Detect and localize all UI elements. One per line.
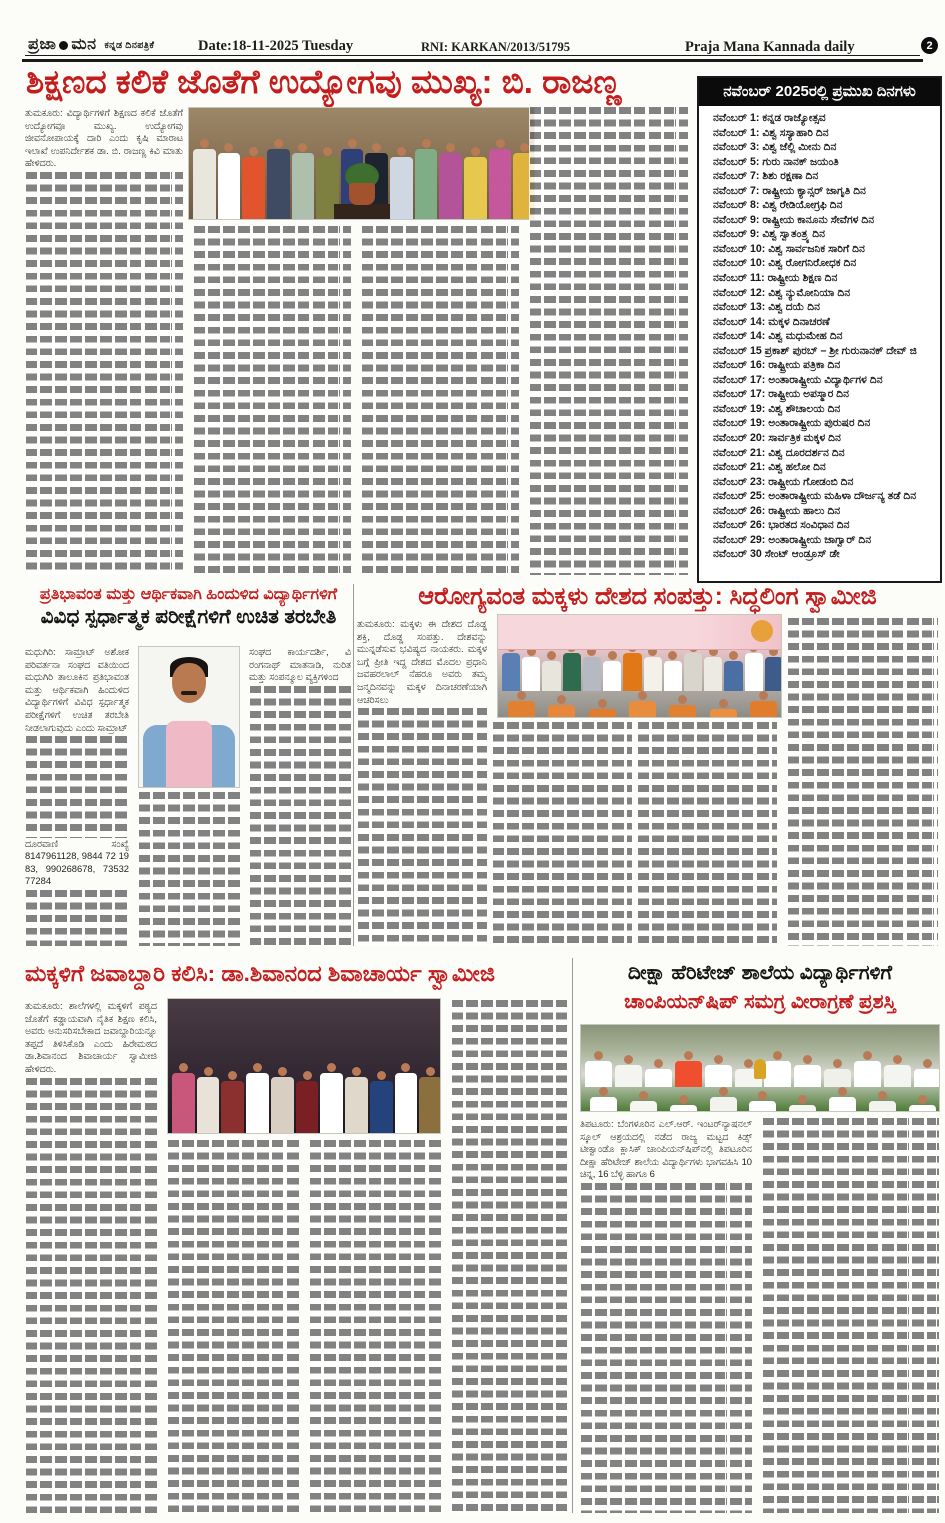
person-figure xyxy=(630,1091,657,1111)
body-text xyxy=(357,708,487,946)
body-text xyxy=(249,686,351,946)
person-figure xyxy=(390,147,413,219)
event-item: ನವೆಂಬರ್ 13: ವಿಶ್ವ ದಯೆ ದಿನ xyxy=(713,301,820,314)
event-item: ನವೆಂಬರ್ 9: ವಿಶ್ವ ಸ್ವಾತಂತ್ರ್ಯ ದಿನ xyxy=(713,228,825,241)
photo-stage-group xyxy=(167,998,441,1134)
event-item: ನವೆಂಬರ್ 19: ವಿಶ್ವ ಶೌಚಾಲಯ ದಿನ xyxy=(713,402,841,415)
person-figure xyxy=(705,1055,732,1087)
person-figure xyxy=(292,143,315,219)
person-figure xyxy=(590,1087,617,1111)
person-figure xyxy=(242,147,265,219)
training-kicker: ಪ್ರತಿಭಾವಂತ ಮತ್ತು ಆರ್ಥಿಕವಾಗಿ ಹಿಂದುಳಿದ ವಿದ್ಯಾರ್ಥಿಗಳಿಗೆ xyxy=(39,586,338,603)
photo-people-row xyxy=(581,1087,940,1111)
body-text xyxy=(25,890,129,946)
body-text xyxy=(25,172,183,575)
person-figure xyxy=(563,643,581,691)
event-item: ನವೆಂಬರ್ 5: ಗುರು ನಾನಕ್ ಜಯಂತಿ xyxy=(713,155,839,168)
event-item: ನವೆಂಬರ್ 19: ಅಂತಾರಾಷ್ಟ್ರೀಯ ಪುರುಷರ ದಿನ xyxy=(713,417,871,430)
event-item: ನವೆಂಬರ್ 1: ಕನ್ನಡ ರಾಜ್ಯೋತ್ಸವ xyxy=(713,112,826,124)
event-item: ನವೆಂಬರ್ 8: ವಿಶ್ವ ರೇಡಿಯೋಗ್ರಫಿ ದಿನ xyxy=(713,199,843,212)
person-figure xyxy=(644,647,662,691)
responsibility-headline: ಮಕ್ಕಳಿಗೆ ಜವಾಬ್ದಾರಿ ಕಲಿಸಿ: ಡಾ.ಶಿವಾನಂದ ಶಿವಾಚಾರ್ಯ ಸ್ವಾಮೀಜಿ xyxy=(25,961,495,986)
event-item: ನವೆಂಬರ್ 9: ರಾಷ್ಟ್ರೀಯ ಕಾನೂನು ಸೇವೆಗಳ ದಿನ xyxy=(713,213,875,226)
person-figure xyxy=(764,1051,791,1087)
event-banner-shape xyxy=(498,615,781,650)
rni-number: RNI: KARKAN/2013/51795 xyxy=(421,40,570,54)
event-item: ನವೆಂಬರ್ 10: ವಿಶ್ವ ಸಾರ್ವಜನಿಕ ಸಾರಿಗೆ ದಿನ xyxy=(713,242,865,255)
event-item: ನವೆಂಬರ್ 15 ಪ್ರಕಾಶ್ ಪುರಬ್ – ಶ್ರೀ ಗುರುನಾನಕ್ ದೇವ್ ಜಿ xyxy=(713,344,917,357)
person-figure xyxy=(824,1059,851,1087)
trophy-icon xyxy=(754,1059,766,1079)
photo-portrait-speaker xyxy=(138,646,240,788)
responsibility-col1 xyxy=(25,1000,157,1513)
event-item: ನವೆಂಬರ್ 1: ವಿಶ್ವ ಸಸ್ಯಾಹಾರಿ ದಿನ xyxy=(713,126,829,139)
event-item: ನವೆಂಬರ್ 11: ರಾಷ್ಟ್ರೀಯ ಶಿಕ್ಷಣ ದಿನ xyxy=(713,272,838,285)
masthead-title-part2: ಮನ xyxy=(71,36,97,53)
person-figure xyxy=(623,643,641,691)
event-item: ನವೆಂಬರ್ 14: ವಿಶ್ವ ಮಧುಮೇಹ ದಿನ xyxy=(713,330,843,343)
person-figure xyxy=(669,695,696,717)
person-figure xyxy=(615,1055,642,1087)
photo-championship-team xyxy=(580,1024,940,1112)
person-figure xyxy=(489,139,512,219)
masthead-logo-icon xyxy=(59,41,68,50)
training-col1 xyxy=(25,646,129,946)
event-item: ನವೆಂಬರ್ 21: ವಿಶ್ವ ಹಲೋ ದಿನ xyxy=(713,461,826,474)
person-figure xyxy=(548,695,575,717)
pedestal-shape xyxy=(334,204,390,219)
person-figure xyxy=(197,1067,220,1133)
championship-lede: ತಿಪಟೂರು: ಬೆಂಗಳೂರಿನ ಎಲ್.ಆರ್. ಇಂಟರ್‌ನ್ಯಾಷನಲ್ ಸ್ಕೂಲ್ ಆಶ್ರಯದಲ್ಲಿ ನಡೆದ ರಾಜ್ಯ ಮಟ್ಟದ ಕಿಡ್ಸ್ ಟೀಕ್ವಾಂಡೊ ಕ್ಲಾಸಿಕ್ ಚಾಂಪಿಯನ್‌ಷಿಪ್‌ನಲ್ಲಿ ತಿಪಟೂರಿನ ದೀಕ್ಷಾ ಹೆರಿಟೇಜ್ ಶಾಲೆಯ ವಿದ್ಯಾರ್ಥಿಗಳು ಭಾಗವಹಿಸಿ 10 ಚಿನ್ನ, 16 ಬೆಳ್ಳಿ ಹಾಗೂ 6 xyxy=(580,1118,752,1180)
portrait-moustache-shape xyxy=(181,691,197,695)
body-text xyxy=(787,618,938,946)
health-lede: ತುಮಕೂರು: ಮಕ್ಕಳು ಈ ದೇಶದ ದೊಡ್ಡ ಶಕ್ತಿ, ದೊಡ್ಡ ಸಂಪತ್ತು. ದೇಶವನ್ನು ಮುನ್ನಡೆಸುವ ಭವಿಷ್ಯದ ನಾಯಕರು. ಮಕ್ಕಳ ಬಗ್ಗೆ ಪ್ರೀತಿ ಇದ್ದ ದೇಶದ ಮೊದಲ ಪ್ರಧಾನಿ ಜವಹರಲಾಲ್ ನೆಹರೂ ಅವರು ತಮ್ಮ ಜನ್ಮದಿನವನ್ನು ಮಕ್ಕಳ ದಿನಾಚರಣೆಯಾಗಿ ಆಚರಿಸಲು xyxy=(357,618,487,705)
person-figure xyxy=(854,1051,881,1087)
person-figure xyxy=(603,651,621,691)
person-figure xyxy=(710,699,737,717)
person-figure xyxy=(629,691,656,717)
training-side-text: ಸಂಘದ ಕಾರ್ಯದರ್ಶಿ, ವಿ ರಂಗನಾಥ್ ಮಾತನಾಡಿ, ನುರಿತ ಮತ್ತು ಸಂಪನ್ಮೂಲ ವ್ಯಕ್ತಿಗಳಿಂದ xyxy=(249,646,351,683)
event-item: ನವೆಂಬರ್ 10: ವಿಶ್ವ ರೋಗನಿರೋಧಕ ದಿನ xyxy=(713,257,857,270)
body-text xyxy=(25,1078,157,1513)
november-days-box xyxy=(697,76,942,583)
body-text xyxy=(138,792,240,946)
responsibility-lede: ತುಮಕೂರು: ಶಾಲೆಗಳಲ್ಲಿ ಮಕ್ಕಳಿಗೆ ಪಠ್ಯದ ಜೊತೆಗೆ ಕಡ್ಡಾಯವಾಗಿ ನೈತಿಕ ಶಿಕ್ಷಣ ಕಲಿಸಿ, ಅವರು ಅನುಸರಿಸಬೇಕಾದ ಜವಾಬ್ದಾರಿಯನ್ನೂ ತಪ್ಪದೆ ತಿಳಿಸಿಕೊಡಿ ಎಂದು ಹಿರೇಮಠದ ಡಾ.ಶಿವಾನಂದ ಶಿವಾಚಾರ್ಯ ಸ್ವಾಮೀಜಿ ಹೇಳಿದರು. xyxy=(25,1000,157,1074)
person-figure xyxy=(271,1067,294,1133)
event-item: ನವೆಂಬರ್ 20: ಸಾರ್ವತ್ರಿಕ ಮಕ್ಕಳ ದಿನ xyxy=(713,432,841,445)
event-item: ನವೆಂಬರ್ 16: ರಾಷ್ಟ್ರೀಯ ಪತ್ರಿಕಾ ದಿನ xyxy=(713,359,841,372)
event-item: ನವೆಂಬರ್ 29: ಅಂತಾರಾಷ್ಟ್ರೀಯ ಜಾಗ್ವಾರ್ ದಿನ xyxy=(713,533,872,546)
event-item: ನವೆಂಬರ್ 12: ವಿಶ್ವ ನ್ಯುಮೋನಿಯಾ ದಿನ xyxy=(713,286,851,299)
person-figure xyxy=(320,1063,343,1133)
person-figure xyxy=(794,1055,821,1087)
person-figure xyxy=(645,1059,672,1087)
event-item: ನವೆಂಬರ್ 25: ಅಂತಾರಾಷ್ಟ್ರೀಯ ಮಹಿಳಾ ದೌರ್ಜನ್ಯ ತಡೆ ದಿನ xyxy=(713,490,917,503)
body-text xyxy=(762,1118,940,1513)
person-figure xyxy=(704,647,722,691)
person-figure xyxy=(789,1095,816,1111)
person-figure xyxy=(750,691,777,717)
masthead-title-part1: ಪ್ರಜಾ xyxy=(28,36,57,53)
event-item: ನವೆಂಬರ್ 21: ವಿಶ್ವ ದೂರದರ್ಶನ ದಿನ xyxy=(713,446,845,459)
person-figure xyxy=(589,699,616,717)
training-headline: ವಿವಿಧ ಸ್ಪರ್ಧಾತ್ಮಕ ಪರೀಕ್ಷೆಗಳಿಗೆ ಉಚಿತ ತರಬೇತಿ xyxy=(40,606,337,628)
event-item: ನವೆಂಬರ್ 17: ರಾಷ್ಟ್ರೀಯ ಅಪಸ್ಮಾರ ದಿನ xyxy=(713,388,850,401)
page-number-badge: 2 xyxy=(921,37,938,54)
person-figure xyxy=(439,143,462,219)
photo-lead-group xyxy=(188,107,535,220)
photo-people-row xyxy=(498,691,782,717)
lead-headline: ಶಿಕ್ಷಣದ ಕಲಿಕೆ ಜೊತೆಗೆ ಉದ್ಯೋಗವು ಮುಖ್ಯ: ಬಿ. ರಾಜಣ್ಣ xyxy=(26,63,622,100)
person-figure xyxy=(464,147,487,219)
body-text xyxy=(167,1140,299,1513)
lead-article-lede: ತುಮಕೂರು: ವಿದ್ಯಾರ್ಥಿಗಳಿಗೆ ಶಿಕ್ಷಣದ ಕಲಿಕೆ ಜೊತೆಗೆ ಉದ್ಯೋಗವೂ ಮುಖ್ಯ. ಉದ್ಯೋಗವು ಜೀವನೋಪಾಯಕ್ಕೆ ದಾರಿ ಎಂದು ಕೃಷಿ ಮಾರಾಟ ಇಲಾಖೆ ಉಪನಿರ್ದೇಶಕ ಡಾ. ಬಿ. ರಾಜಣ್ಣ ಕಿವಿ ಮಾತು ಹೇಳಿದರು. xyxy=(25,107,183,169)
body-text xyxy=(492,722,632,946)
person-figure xyxy=(345,1067,368,1133)
person-figure xyxy=(502,643,520,691)
person-figure xyxy=(670,1095,697,1111)
body-text xyxy=(451,1000,570,1513)
person-figure xyxy=(829,1087,856,1111)
person-figure xyxy=(765,647,782,691)
person-figure xyxy=(221,1071,244,1133)
person-figure xyxy=(724,651,742,691)
events-list xyxy=(699,106,940,575)
person-figure xyxy=(664,651,682,691)
person-figure xyxy=(246,1063,269,1133)
person-figure xyxy=(542,651,560,691)
masthead-subtitle: ಕನ್ನಡ ದಿನಪತ್ರಿಕೆ xyxy=(104,39,155,51)
portrait-face-shape xyxy=(172,663,206,703)
person-figure xyxy=(395,1063,418,1133)
person-figure xyxy=(909,1095,936,1111)
flower-pot-icon xyxy=(349,183,375,205)
health-headline: ಆರೋಗ್ಯವಂತ ಮಕ್ಕಳು ದೇಶದ ಸಂಪತ್ತು: ಸಿದ್ಧಲಿಂಗ ಸ್ವಾಮೀಜಿ xyxy=(418,583,877,610)
person-figure xyxy=(710,1087,737,1111)
body-text xyxy=(25,736,129,837)
event-item: ನವೆಂಬರ್ 7: ರಾಷ್ಟ್ರೀಯ ಕ್ಯಾನ್ಸರ್ ಜಾಗೃತಿ ದಿನ xyxy=(713,184,866,197)
portrait-shirt-shape xyxy=(166,721,212,787)
person-figure xyxy=(684,643,702,691)
person-figure xyxy=(583,647,601,691)
person-figure xyxy=(745,643,763,691)
person-figure xyxy=(415,139,438,219)
person-figure xyxy=(218,143,241,219)
event-item: ನವೆಂಬರ್ 17: ಅಂತಾರಾಷ್ಟ್ರೀಯ ವಿದ್ಯಾರ್ಥಿಗಳ ದಿನ xyxy=(713,373,883,386)
november-days-title: ನವೆಂಬರ್ 2025ರಲ್ಲಿ ಪ್ರಮುಖ ದಿನಗಳು xyxy=(699,78,940,106)
column-divider xyxy=(572,958,573,1513)
person-figure xyxy=(869,1091,896,1111)
header-rule-thin xyxy=(25,55,920,56)
event-item: ನವೆಂಬರ್ 26: ರಾಷ್ಟ್ರೀಯ ಹಾಲು ದಿನ xyxy=(713,504,841,517)
person-figure xyxy=(914,1059,940,1087)
event-item: ನವೆಂಬರ್ 30 ಸೇಂಟ್ ಆಂಡ್ರೂಸ್ ಡೇ xyxy=(713,548,840,561)
event-item: ನವೆಂಬರ್ 23: ರಾಷ್ಟ್ರೀಯ ಗೋಡಂಬಿ ದಿನ xyxy=(713,475,854,488)
photo-health-group xyxy=(497,614,782,718)
body-text xyxy=(193,226,351,575)
health-col1 xyxy=(357,618,487,946)
photo-people-row xyxy=(498,643,782,691)
person-figure xyxy=(193,139,216,219)
body-text xyxy=(529,107,688,575)
person-figure xyxy=(585,1051,612,1087)
training-lede: ಮಧುಗಿರಿ: ಸಾಮ್ರಾಟ್ ಅಶೋಕ ಪರಿವರ್ತನಾ ಸಂಘದ ವತಿಯಿಂದ ಮಧುಗಿರಿ ತಾಲೂಕಿನ ಪ್ರತಿಭಾವಂತ ಮತ್ತು ಆರ್ಥಿಕವಾಗಿ ಹಿಂದುಳಿದ ವಿದ್ಯಾರ್ಥಿಗಳಿಗೆ ವಿವಿಧ ಸ್ಪರ್ಧಾತ್ಮಕ ಪರೀಕ್ಷೆಗಳಿಗೆ ಉಚಿತ ತರಬೇತಿ ನೀಡಲಾಗುವುದು ಎಂದು ಸಾಮ್ರಾಟ್ xyxy=(25,646,129,733)
championship-headline-line1: ದೀಕ್ಷಾ ಹೆರಿಟೇಜ್ ಶಾಲೆಯ ವಿದ್ಯಾರ್ಥಿಗಳಿಗೆ xyxy=(627,962,893,984)
person-figure xyxy=(267,139,290,219)
championship-headline-line2: ಚಾಂಪಿಯನ್‌ಷಿಪ್ ಸಮಗ್ರ ವೀರಾಗ್ರಣೆ ಪ್ರಶಸ್ತಿ xyxy=(624,991,896,1013)
person-figure xyxy=(522,647,540,691)
photo-people-row xyxy=(168,1063,441,1133)
body-text xyxy=(361,226,519,575)
date-line: Date:18-11-2025 Tuesday xyxy=(198,38,354,54)
person-figure xyxy=(419,1067,441,1133)
person-figure xyxy=(884,1055,911,1087)
event-item: ನವೆಂಬರ್ 14: ಮಕ್ಕಳ ದಿನಾಚರಣೆ xyxy=(713,315,830,328)
training-contact-numbers: ದೂರವಾಣಿ ಸಂಖ್ಯೆ 8147961128, 9844 72 19 83, 990268678, 73532 77284 xyxy=(25,837,129,887)
body-text xyxy=(580,1183,752,1513)
event-item: ನವೆಂಬರ್ 3: ವಿಶ್ವ ಜೆಲ್ಲಿ ಮೀನು ದಿನ xyxy=(713,141,837,154)
column-divider xyxy=(353,584,354,946)
person-figure xyxy=(296,1071,319,1133)
header-rule-thick xyxy=(22,59,923,62)
person-figure xyxy=(508,691,535,717)
person-figure xyxy=(172,1063,195,1133)
event-item: ನವೆಂಬರ್ 7: ಶಿಶು ರಕ್ಷಣಾ ದಿನ xyxy=(713,170,819,183)
body-text xyxy=(309,1140,441,1513)
body-text xyxy=(637,722,777,946)
training-col3 xyxy=(249,646,351,946)
championship-col1 xyxy=(580,1118,752,1513)
paper-name-english: Praja Mana Kannada daily xyxy=(685,39,855,55)
person-figure xyxy=(749,1091,776,1111)
event-item: ನವೆಂಬರ್ 26: ಭಾರತದ ಸಂವಿಧಾನ ದಿನ xyxy=(713,519,850,532)
person-figure xyxy=(675,1051,702,1087)
person-figure xyxy=(370,1071,393,1133)
lead-article-col1 xyxy=(25,107,183,575)
masthead xyxy=(28,36,154,54)
